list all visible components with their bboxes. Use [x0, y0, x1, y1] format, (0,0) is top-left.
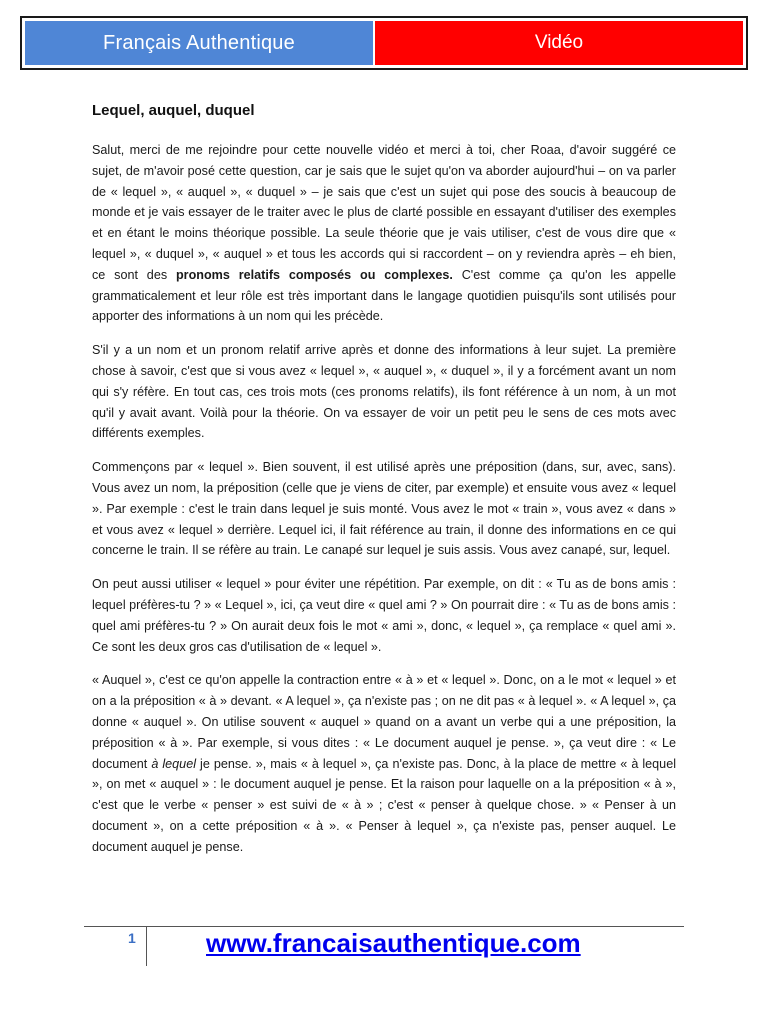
- brand-banner: Français Authentique: [25, 21, 373, 65]
- text-run: je pense. », mais « à lequel », ça n'existe pas. Donc, à la place de mettre « à lequel », on met « auquel » : le document auquel je pense. Et la raison pour laquelle on a la préposition « à », c'est que le verbe « penser » est suivi de « à » ; c'est « penser à quelque chose. » « Penser à un document », on a cette préposition « à ». « Penser à lequel », ça n'existe pas, penser auquel. Le document auquel je pense.: [92, 756, 676, 854]
- document-body: [92, 140, 676, 871]
- page-header: [20, 16, 748, 70]
- paragraph: [92, 670, 676, 857]
- text-run: Salut, merci de me rejoindre pour cette nouvelle vidéo et merci à toi, cher Roaa, d'avoir suggéré ce sujet, de m'avoir posé cette question, car je sais que le sujet qu'on va aborder aujourd'hui – on va parler de « lequel », « auquel », « duquel » – je sais que c'est un sujet qui pose des soucis à beaucoup de monde et je vais essayer de le traiter avec le plus de clarté possible en essayant d'utiliser des exemples et en étant le moins théorique possible. La seule théorie que je vais utiliser, c'est de vous dire que « lequel », « duquel », « auquel » et tous les accords qui si raccordent – on y reviendra après – eh bien, ce sont des: [92, 143, 676, 282]
- text-run: C'est comme ça qu'on les appelle grammaticalement et leur rôle est très important dans le langage quotidien puisqu'ils sont utilisés pour apporter des informations à un nom qui les précède.: [92, 267, 677, 324]
- section-banner: Vidéo: [375, 21, 743, 65]
- text-run: « Auquel », c'est ce qu'on appelle la contraction entre « à » et « lequel ». Donc, on a le mot « lequel » et on a la préposition « à » devant. « A lequel », ça n'existe pas ; on ne dit pas « à lequel ». « A lequel », ça donne « auquel ». On utilise souvent « auquel » quand on a avant un verbe qui a une préposition, la préposition « à ». Par exemple, si vous dites : « Le document auquel je pense. », ça veut dire : « Le document: [92, 673, 676, 771]
- page-number: 1: [128, 930, 136, 946]
- text-run: Commençons par « lequel ». Bien souvent, il est utilisé après une préposition (dans, sur, avec, sans). Vous avez un nom, la préposition (celle que je viens de citer, par exemple) et ensuite vous avez « lequel ». Par exemple : c'est le train dans lequel je suis monté. Vous avez le mot « train », vous avez « dans » et vous avez « lequel » derrière. Lequel ici, il fait référence au train, il donne des informations en ce qui concerne le train. Il se réfère au train. Le canapé sur lequel je suis assis. Vous avez canapé, sur, lequel.: [92, 460, 676, 558]
- document-title: Lequel, auquel, duquel: [92, 102, 255, 119]
- paragraph: [92, 457, 676, 561]
- paragraph: [92, 140, 676, 327]
- bold-run: pronoms relatifs composés ou complexes.: [175, 267, 453, 282]
- website-link[interactable]: www.francaisauthentique.com: [206, 928, 581, 958]
- footer-vertical-divider: [146, 926, 147, 966]
- paragraph: [92, 340, 676, 444]
- text-run: S'il y a un nom et un pronom relatif arrive après et donne des informations à leur sujet. La première chose à savoir, c'est que si vous avez « lequel », « auquel », « duquel », il y a forcément avant un nom qui s'y réfère. En tout cas, ces trois mots (ces pronoms relatifs), ils font référence à un nom, à un mot qu'il y avait avant. Voilà pour la théorie. On va essayer de voir un petit peu le sens de ces mots avec différents exemples.: [92, 343, 676, 441]
- text-run: On peut aussi utiliser « lequel » pour éviter une répétition. Par exemple, on dit : « Tu as de bons amis : lequel préfères-tu ? » « Lequel », ici, ça veut dire « quel ami ? » On pourrait dire : « Tu as de bons amis : quel ami préfères-tu ? » On aurait deux fois le mot « ami », donc, « lequel », ça remplace « quel ami ». Ce sont les deux gros cas d'utilisation de « lequel ».: [92, 577, 676, 654]
- paragraph: [92, 574, 676, 657]
- italic-run: à lequel: [151, 756, 196, 771]
- footer-divider: [84, 926, 684, 927]
